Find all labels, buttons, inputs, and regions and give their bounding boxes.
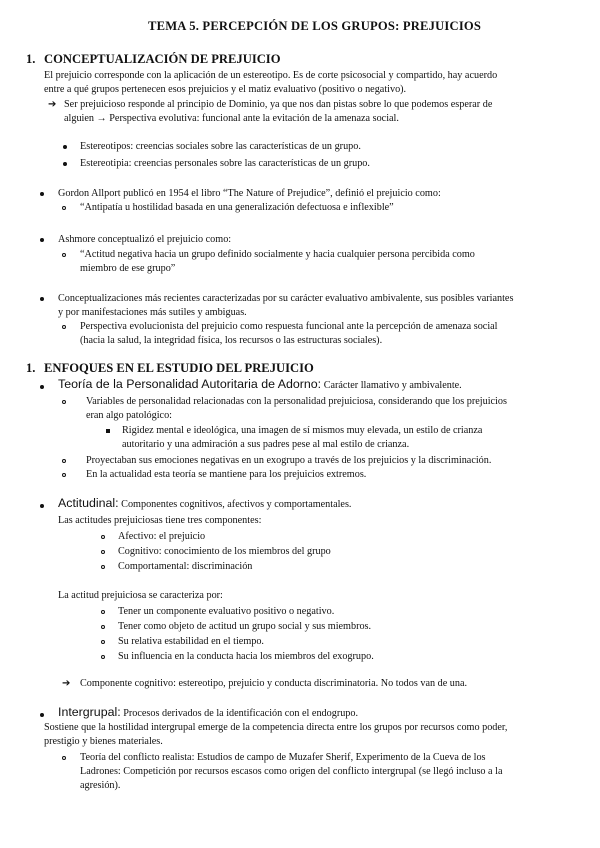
intergrupal-line xyxy=(58,706,358,720)
def-estereotipos: Estereotipos: creencias sociales sobre las características de un grupo. xyxy=(80,141,361,152)
bullet-square-icon xyxy=(106,429,110,433)
char-4: Su influencia en la conducta hacia los miembros del exogrupo. xyxy=(118,651,374,662)
adorno-desc: Carácter llamativo y ambivalente. xyxy=(321,380,462,391)
bullet-circle-icon xyxy=(62,253,66,257)
adorno-title: Teoría de la Personalidad Autoritaria de Adorno: xyxy=(58,377,322,391)
ashmore-definition-line-1: “Actitud negativa hacia un grupo definido socialmente y hacia cualquier persona percibida como xyxy=(80,249,475,260)
arrow-text-line-2: alguien → Perspectiva evolutiva: funcional ante la evitación de la amenaza social. xyxy=(64,113,399,124)
adorno-item-line-2: eran algo patológico: xyxy=(86,410,172,421)
bullet-circle-icon xyxy=(101,565,105,569)
intergrupal-sub-line-3: agresión). xyxy=(80,780,121,791)
arrow-bullet-icon: ➔ xyxy=(62,678,71,689)
bullet-circle-icon xyxy=(101,625,105,629)
arrow-text-line-1: Ser prejuicioso responde al principio de Dominio, ya que nos dan pistas sobre lo que podemos esperar de xyxy=(64,99,493,110)
actitudinal-desc: Componentes cognitivos, afectivos y comportamentales. xyxy=(118,499,352,510)
bullet-dot-icon xyxy=(63,162,67,166)
section-1-number: 1. xyxy=(26,52,36,66)
section-2-heading: ENFOQUES EN EL ESTUDIO DEL PREJUICIO xyxy=(44,361,314,375)
intergrupal-desc: Procesos derivados de la identificación con el endogrupo. xyxy=(120,708,359,719)
actitudinal-line xyxy=(58,497,351,511)
component-afectivo: Afectivo: el prejuicio xyxy=(118,531,206,542)
arrow-bullet-icon: ➔ xyxy=(48,99,57,110)
adorno-more-1: Proyectaban sus emociones negativas en un exogrupo a través de los prejuicios y la discriminación. xyxy=(86,455,492,466)
ashmore-text: Ashmore conceptualizó el prejuicio como: xyxy=(58,234,232,245)
actitudinal-intro: Las actitudes prejuiciosas tiene tres componentes: xyxy=(58,515,262,526)
char-1: Tener un componente evaluativo positivo o negativo. xyxy=(118,606,335,617)
bullet-circle-icon xyxy=(62,206,66,210)
intergrupal-body-line-2: prestigio y bienes materiales. xyxy=(44,736,163,747)
bullet-circle-icon xyxy=(101,535,105,539)
bullet-circle-icon xyxy=(62,459,66,463)
recent-sub-line-1: Perspectiva evolucionista del prejuicio como respuesta funcional ante la percepción de amenaza social xyxy=(80,321,498,332)
component-comportamental: Comportamental: discriminación xyxy=(118,561,253,572)
ashmore-definition-line-2: miembro de ese grupo” xyxy=(80,263,176,274)
recent-line-2: y por manifestaciones más sutiles y ambiguas. xyxy=(58,307,247,318)
adorno-item-line-1: Variables de personalidad relacionadas con la personalidad prejuiciosa, considerando que los prejuicios xyxy=(86,396,507,407)
allport-definition: “Antipatía u hostilidad basada en una generalización defectuosa e inflexible” xyxy=(80,202,394,213)
bullet-circle-icon xyxy=(62,400,66,404)
bullet-dot-icon xyxy=(40,713,44,717)
intergrupal-sub-line-2: Ladrones: Competición por recursos escasos como origen del conflicto intergrupal (se llegó incluso a la xyxy=(80,766,503,777)
intergrupal-body-line-1: Sostiene que la hostilidad intergrupal emerge de la competencia directa entre los grupos por recursos como poder, xyxy=(44,722,508,733)
def-estereotipia: Estereotipia: creencias personales sobre las características de un grupo. xyxy=(80,158,370,169)
bullet-circle-icon xyxy=(62,473,66,477)
bullet-circle-icon xyxy=(101,655,105,659)
bullet-dot-icon xyxy=(63,145,67,149)
intergrupal-title: Intergrupal: xyxy=(58,705,121,719)
recent-line-1: Conceptualizaciones más recientes caracterizadas por su carácter evaluativo ambivalente, sus posibles variantes xyxy=(58,293,514,304)
bullet-dot-icon xyxy=(40,297,44,301)
actitudinal-arrow-text: Componente cognitivo: estereotipo, prejuicio y conducta discriminatoria. No todos van de una. xyxy=(80,678,468,689)
bullet-dot-icon xyxy=(40,385,44,389)
actitud-char-intro: La actitud prejuiciosa se caracteriza por: xyxy=(58,590,223,601)
bullet-circle-icon xyxy=(62,756,66,760)
bullet-circle-icon xyxy=(101,610,105,614)
recent-sub-line-2: (hacia la salud, la integridad física, los recursos o las estructuras sociales). xyxy=(80,335,383,346)
intro-line-2: entre a qué grupos pertenecen esos prejuicios y el matiz evaluativo (positivo o negativo). xyxy=(44,84,407,95)
adorno-sq-line-2: autoritario y una admiración a sus padres pese al mal estilo de crianza. xyxy=(122,439,410,450)
char-2: Tener como objeto de actitud un grupo social y sus miembros. xyxy=(118,621,372,632)
actitudinal-title: Actitudinal: xyxy=(58,496,119,510)
allport-text: Gordon Allport publicó en 1954 el libro “The Nature of Prejudice”, definió el prejuicio como: xyxy=(58,188,441,199)
intro-line-1: El prejuicio corresponde con la aplicación de un estereotipo. Es de corte psicosocial y compartido, hay acuerdo xyxy=(44,70,498,81)
bullet-circle-icon xyxy=(62,325,66,329)
bullet-circle-icon xyxy=(101,640,105,644)
adorno-line xyxy=(58,378,462,392)
adorno-sq-line-1: Rigidez mental e ideológica, una imagen de sí mismos muy elevada, un estilo de crianza xyxy=(122,425,483,436)
char-3: Su relativa estabilidad en el tiempo. xyxy=(118,636,264,647)
component-cognitivo: Cognitivo: conocimiento de los miembros del grupo xyxy=(118,546,331,557)
intergrupal-sub-line-1: Teoría del conflicto realista: Estudios de campo de Muzafer Sherif, Experimento de la Cueva de los xyxy=(80,752,486,763)
bullet-dot-icon xyxy=(40,504,44,508)
section-2-number: 1. xyxy=(26,361,36,375)
bullet-dot-icon xyxy=(40,238,44,242)
adorno-more-2: En la actualidad esta teoría se mantiene para los prejuicios extremos. xyxy=(86,469,367,480)
section-1-heading: CONCEPTUALIZACIÓN DE PREJUICIO xyxy=(44,52,281,66)
bullet-circle-icon xyxy=(101,550,105,554)
page-title: TEMA 5. PERCEPCIÓN DE LOS GRUPOS: PREJUICIOS xyxy=(148,19,482,33)
bullet-dot-icon xyxy=(40,192,44,196)
